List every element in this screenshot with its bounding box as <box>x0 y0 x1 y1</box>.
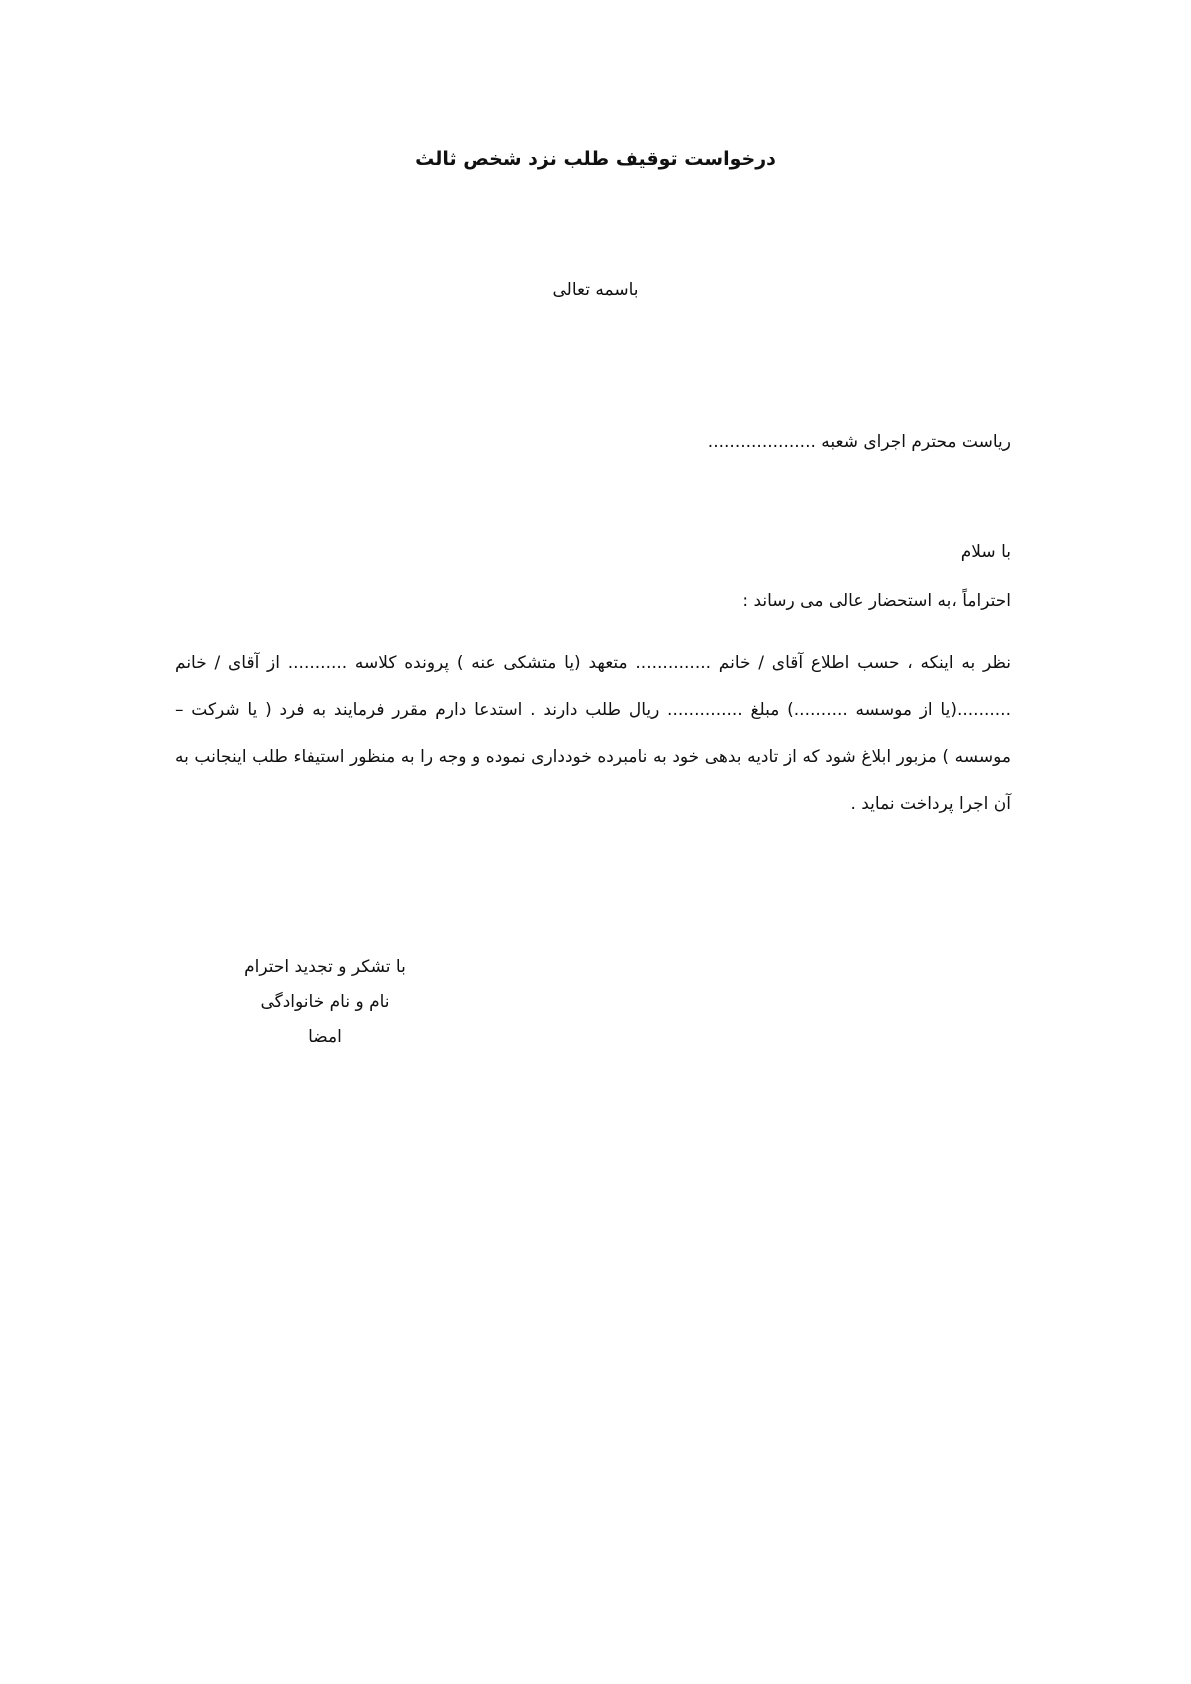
closing-name-label: نام و نام خانوادگی <box>260 992 390 1012</box>
invocation-text: باسمه تعالی <box>552 280 639 300</box>
closing-signature-label: امضا <box>308 1027 342 1047</box>
closing-block <box>230 950 420 1055</box>
document-title: درخواست توقیف طلب نزد شخص ثالث <box>415 148 776 170</box>
greeting-line: با سلام <box>960 542 1011 562</box>
request-paragraph: نظر به اینکه ، حسب اطلاع آقای / خانم .............. متعهد (یا متشکی عنه ) پرونده کلاسه ........... از آقای / خانم ..........(یا از موسسه ..........) مبلغ .............. ریال طلب دارند . استدعا دارم مقرر فرمایند به فرد ( یا شرکت – موسسه ) مزبور ابلاغ شود که از تادیه بدهی خود به نامبرده خودداری نموده و وجه را به منظور استیفاء طلب اینجانب به آن اجرا پرداخت نماید . <box>175 653 1011 814</box>
addressee-line: ریاست محترم اجرای شعبه .................... <box>707 432 1011 452</box>
closing-regards: با تشکر و تجدید احترام <box>244 957 406 977</box>
intro-line: احتراماً ،به استحضار عالی می رساند : <box>742 591 1011 611</box>
